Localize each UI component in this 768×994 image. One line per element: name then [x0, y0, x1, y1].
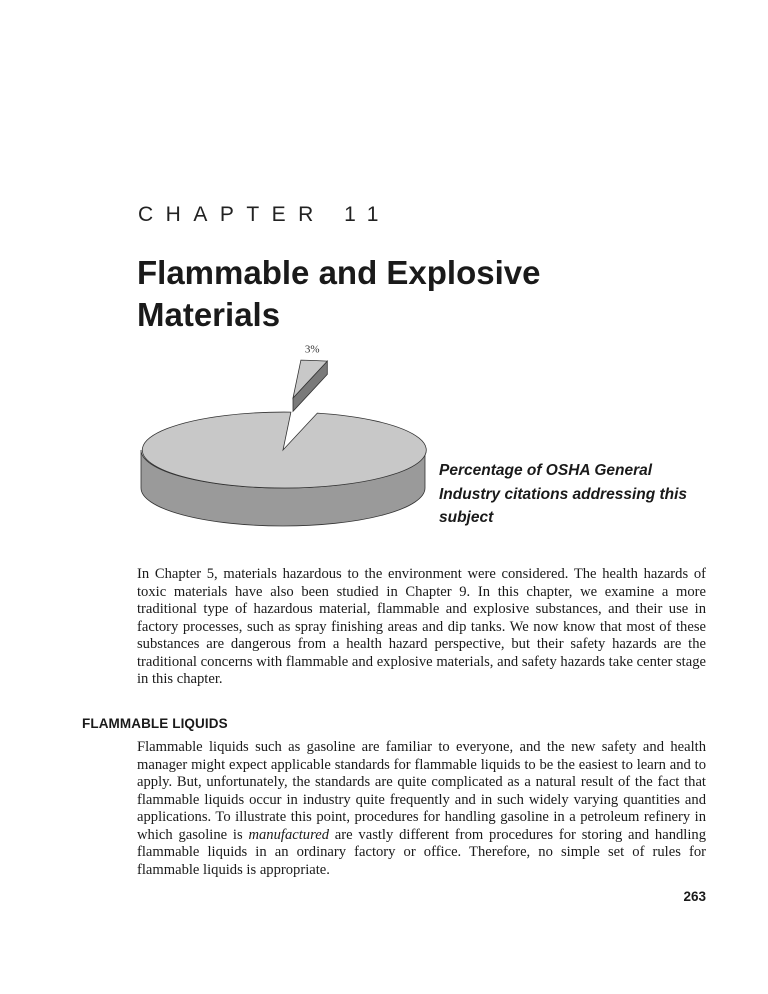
intro-paragraph: In Chapter 5, materials hazardous to the environment were considered. The health hazards of toxic materials have also been studied in Chapter 9. In this chapter, we examine a more traditional type of hazardous material, flammable and explosive substances, and their use in factory processes, such as spray finishing areas and dip tanks. We now know that most of these substances are dangerous from a health hazard perspective, but their safety hazards are the traditional concerns with flammable and explosive materials, and safety hazards take center stage in this chapter. — [137, 566, 706, 687]
pie-chart-svg — [130, 343, 440, 540]
section-text-after: are vastly different from procedures for storing and handling flammable liquids in an ordinary factory or office. Therefore, no simple set of rules for flammable liquids is appropriate. — [137, 826, 706, 878]
section-text-before: Flammable liquids such as gasoline are familiar to everyone, and the new safety and health manager might expect applicable standards for flammable liquids to be the easiest to learn and to apply. But, unfortunately, the standards are quite complicated as a natural result of the fact that flammable liquids occur in industry quite frequently and in such widely varying quantities and applications. To illustrate this point, procedures for handling gasoline in a petroleum refinery in which gasoline is — [137, 739, 706, 843]
chapter-title: Flammable and Explosive Materials — [137, 254, 541, 333]
chart-caption: Percentage of OSHA General Industry citations addressing this subject — [439, 462, 688, 526]
pie-slice-main — [142, 412, 426, 488]
section-paragraph — [137, 739, 706, 879]
section-heading: FLAMMABLE LIQUIDS — [82, 716, 228, 731]
chapter-label: CHAPTER 11 — [138, 203, 391, 226]
pie-slice-label: 3% — [304, 343, 320, 356]
pie-chart — [130, 343, 440, 540]
page-number: 263 — [683, 889, 706, 904]
emphasis-manufactured: manufactured — [248, 826, 329, 843]
